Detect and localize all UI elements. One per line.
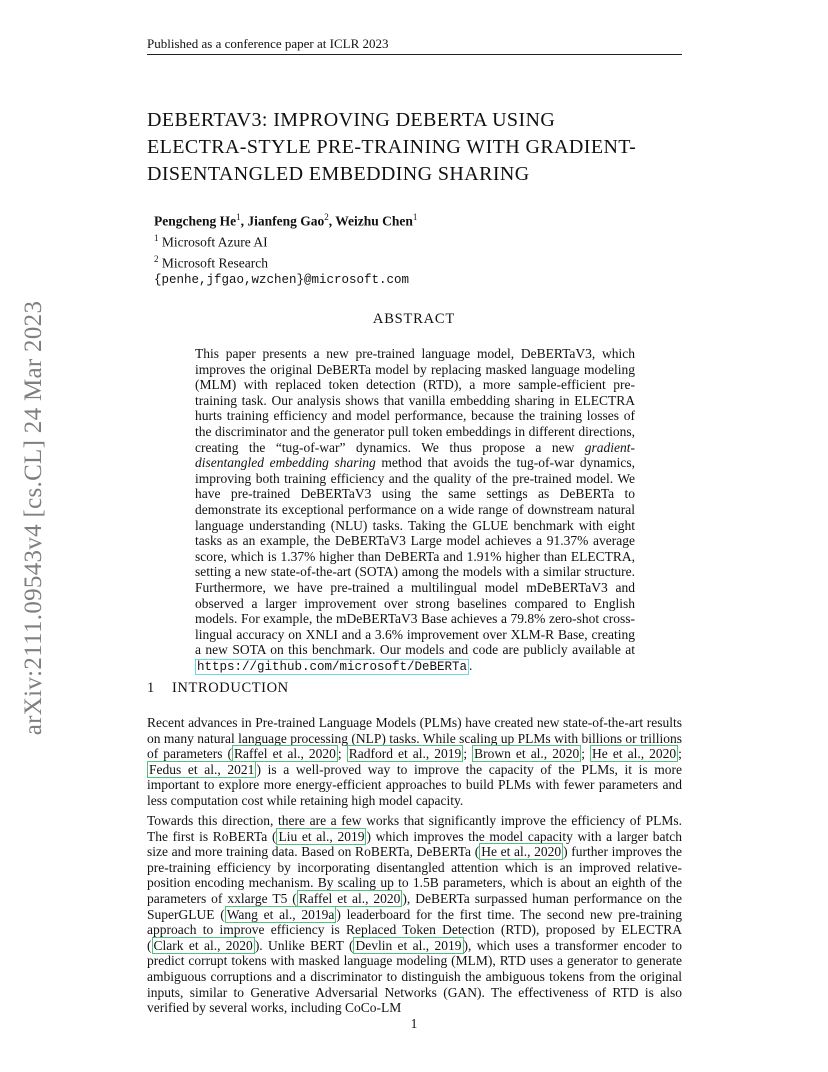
- citation-link[interactable]: Devlin et al., 2019: [355, 937, 462, 953]
- author-name: Weizhu Chen: [335, 213, 413, 229]
- author-names: Pengcheng He$^1$, Jianfeng Gao$^2$, Weizhu Chen$^1$: [154, 212, 418, 229]
- github-link[interactable]: https://github.com/microsoft/DeBERTa: [197, 659, 468, 674]
- affiliation-marker: 2: [324, 212, 329, 222]
- section-heading: [147, 680, 289, 697]
- affiliation-1: $^1$ Microsoft Azure AI: [154, 233, 268, 250]
- citation-link[interactable]: Raffel et al., 2020: [298, 890, 401, 906]
- affiliation-marker: 1: [412, 212, 418, 222]
- citation-link[interactable]: He et al., 2020: [592, 746, 677, 762]
- running-header: Published as a conference paper at ICLR 2023: [147, 36, 682, 55]
- section-title: INTRODUCTION: [172, 680, 289, 696]
- affiliation-2: $^2$ Microsoft Research: [154, 254, 268, 271]
- title-line: ELECTRA-STYLE PRE-TRAINING WITH GRADIENT-: [147, 136, 637, 158]
- citation-link[interactable]: Brown et al., 2020: [474, 746, 580, 762]
- citation-link[interactable]: Radford et al., 2019: [348, 746, 462, 762]
- affiliation-marker: 1: [236, 212, 241, 222]
- intro-paragraph-2: Towards this direction, there are a few works that significantly improve the efficiency of PLMs. The first is RoBERTa ( Liu et al., 2019 ) which improves the model capacity with a larger batch size and more training data. Based on RoBERTa, DeBERTa ( He et al., 2020 ) further improves the pre-training efficiency by incorporating disentangled attention which is an improved relative-position encoding mechanism. By scaling up to 1.5B parameters, which is about an eighth of the parameters of xxlarge T5 ( Raffel et al., 2020 ), DeBERTa surpassed human performance on the SuperGLUE ( Wang et al., 2019a ) leaderboard for the first time. The second new pre-training approach to improve efficiency is Replaced Token Detection (RTD), proposed by ELECTRA ( Clark et al., 2020 ). Unlike BERT ( Devlin et al., 2019 ), which uses a transformer encoder to predict corrupt tokens with masked language modeling (MLM), RTD uses a generator to generate ambiguous corruptions and a discriminator to distinguish the ambiguous tokens from the original inputs, similar to Generative Adversarial Networks (GAN). The effectiveness of RTD is also verified by several works, including CoCo-LM: [147, 813, 682, 1016]
- arxiv-id-text: arXiv:2111.09543v4 [cs.CL] 24 Mar 2023: [20, 300, 48, 736]
- title-line: DEBERTAV3: IMPROVING DEBERTA USING: [147, 109, 556, 131]
- citation-link[interactable]: Fedus et al., 2021: [149, 761, 255, 777]
- emphasized-term: gradient-disentangled embedding sharing: [195, 439, 635, 471]
- abstract-body: This paper presents a new pre-trained language model, DeBERTaV3, which improves the original DeBERTa model by replacing masked language modeling (MLM) with replaced token detection (RTD), a more sample-efficient pre-training task. Our analysis shows that vanilla embedding sharing in ELECTRA hurts training efficiency and model performance, because the training losses of the discriminator and the generator pull token embeddings in different directions, creating the “tug-of-war” dynamics. We thus propose a new gradient-disentangled embedding sharing method that avoids the tug-of-war dynamics, improving both training efficiency and the quality of the pre-trained model. We have pre-trained DeBERTaV3 using the same settings as DeBERTa to demonstrate its exceptional performance on a wide range of downstream natural language understanding (NLU) tasks. Taking the GLUE benchmark with eight tasks as an example, the DeBERTaV3 Large model achieves a 91.37% average score, which is 1.37% higher than DeBERTa and 1.91% higher than ELECTRA, setting a new state-of-the-art (SOTA) among the models with a similar structure. Furthermore, we have pre-trained a multilingual model mDeBERTaV3 and observed a larger improvement over strong baselines compared to English models. For example, the mDeBERTaV3 Base achieves a 79.8% zero-shot cross-lingual accuracy on XNLI and a 3.6% improvement over XLM-R Base, creating a new SOTA on this benchmark. Our models and code are publicly available at https://github.com/microsoft/DeBERTa .: [195, 346, 635, 674]
- citation-link[interactable]: He et al., 2020: [481, 844, 562, 860]
- citation-link[interactable]: Liu et al., 2019: [278, 828, 365, 844]
- abstract-heading: ABSTRACT: [372, 311, 456, 327]
- author-name: Pengcheng He: [154, 213, 237, 229]
- intro-paragraph-1: Recent advances in Pre-trained Language Models (PLMs) have created new state-of-the-art results on many natural language processing (NLP) tasks. While scaling up PLMs with billions or trillions of parameters ( Raffel et al., 2020 ; Radford et al., 2019 ; Brown et al., 2020 ; He et al., 2020 ; Fedus et al., 2021 ) is a well-proved way to improve the capacity of the PLMs, it is more important to explore more energy-efficient approaches to build PLMs with fewer parameters and less computation cost while retaining high model capacity.: [147, 715, 683, 808]
- arxiv-identifier: [22, 278, 47, 758]
- author-emails: {penhe,jfgao,wzchen}@microsoft.com: [154, 273, 410, 287]
- citation-link[interactable]: Clark et al., 2020: [153, 937, 253, 953]
- author-name: Jianfeng Gao: [247, 213, 325, 229]
- section-number: 1: [147, 680, 155, 696]
- citation-link[interactable]: Wang et al., 2019a: [226, 906, 335, 922]
- citation-link[interactable]: Raffel et al., 2020: [234, 746, 336, 762]
- page-number: 1: [410, 1016, 418, 1031]
- title-line: DISENTANGLED EMBEDDING SHARING: [147, 163, 530, 185]
- author-block: [154, 209, 417, 289]
- paper-title: [147, 107, 692, 188]
